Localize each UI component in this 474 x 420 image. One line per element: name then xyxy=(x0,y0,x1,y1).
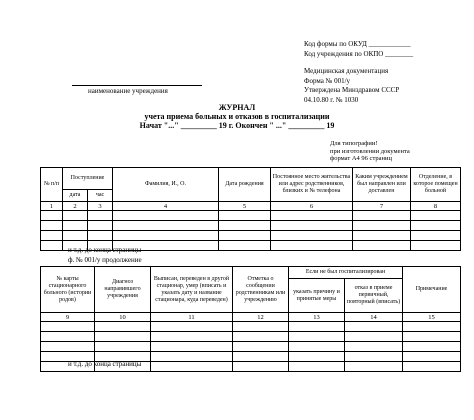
institution-line xyxy=(72,85,202,86)
institution-label: наименование учреждения xyxy=(88,87,168,95)
col-date-header: дата xyxy=(63,190,88,202)
print-note-line: при изготовлении документа xyxy=(330,147,410,155)
outcome-table xyxy=(40,266,461,372)
col-not-hospitalized-header: Если не был госпитализирован xyxy=(289,267,403,279)
form-codes-block xyxy=(304,40,413,105)
col-index: 1 xyxy=(41,202,63,211)
col-index: 13 xyxy=(289,313,345,322)
admission-table xyxy=(40,167,461,251)
approval-date: 04.10.80 г. № 1030 xyxy=(304,95,359,104)
col-index: 6 xyxy=(271,202,353,211)
col-card-header: № карты стационарного больного (истории родов) xyxy=(41,267,95,313)
col-index: 4 xyxy=(113,202,219,211)
col-diagnosis-header: Диагноз направившего учреждения xyxy=(95,267,151,313)
form-continuation: ф. № 001/у продолжение xyxy=(68,256,142,264)
continue-note: и т.д. до конца страницы xyxy=(68,246,142,254)
col-index: 11 xyxy=(151,313,233,322)
col-birth-header: Дата рождения xyxy=(219,168,271,202)
col-index: 10 xyxy=(95,313,151,322)
table-row xyxy=(41,322,461,332)
col-hour-header: час xyxy=(88,190,113,202)
col-reason-header: указать причину и принятые меры xyxy=(289,279,345,313)
table-row xyxy=(41,211,461,221)
col-index: 12 xyxy=(233,313,289,322)
col-institution-header: Каким учреждением был направлен или доставлен xyxy=(353,168,411,202)
okud-code: Код формы по ОКУД ____________ xyxy=(304,40,411,48)
col-refusal-header: отказ в приеме первичный, повторный (вписать) xyxy=(345,279,403,313)
col-admission-header: Поступление xyxy=(63,168,113,190)
col-number-header: № п/п xyxy=(41,168,63,202)
print-note-line: формат А4 96 страниц xyxy=(330,155,392,162)
col-name-header: Фамилия, И., О. xyxy=(113,168,219,202)
journal-dates: Начат "..." _________ 19 г. Окончен " ..." _________ 19 xyxy=(139,121,335,130)
form-number: Форма № 001/у xyxy=(304,76,351,85)
col-index: 14 xyxy=(345,313,403,322)
table-row xyxy=(41,332,461,342)
okpo-code: Код учреждения по ОКПО ________ xyxy=(304,49,414,58)
col-index: 5 xyxy=(219,202,271,211)
print-note-line: Для типографии! xyxy=(330,140,378,147)
col-remark-header: Примечание xyxy=(403,267,461,313)
col-department-header: Отделение, в которое помещен больной xyxy=(411,168,461,202)
col-discharge-header: Выписан, переведен в другой стационар, умер (вписать и указать дату и название стационара, куда переведен) xyxy=(151,267,233,313)
col-index: 7 xyxy=(353,202,411,211)
journal-title: ЖУРНАЛ xyxy=(218,103,256,112)
table-row xyxy=(41,342,461,352)
col-index: 8 xyxy=(411,202,461,211)
journal-subtitle: учета приема больных и отказов в госпитализации xyxy=(144,112,330,121)
doc-type: Медицинская документация xyxy=(304,67,389,75)
table-row xyxy=(41,231,461,241)
col-index: 3 xyxy=(88,202,113,211)
col-index: 9 xyxy=(41,313,95,322)
col-address-header: Постоянное место жительства или адрес родственников, близких и № телефона xyxy=(271,168,353,202)
continue-note: и т.д. до конца страницы xyxy=(68,360,142,368)
table-row xyxy=(41,221,461,231)
approval: Утверждена Минздравом СССР xyxy=(304,86,400,94)
print-note xyxy=(330,140,410,163)
col-notice-header: Отметка о сообщении родственникам или учреждению xyxy=(233,267,289,313)
col-index: 15 xyxy=(403,313,461,322)
col-index: 2 xyxy=(63,202,88,211)
